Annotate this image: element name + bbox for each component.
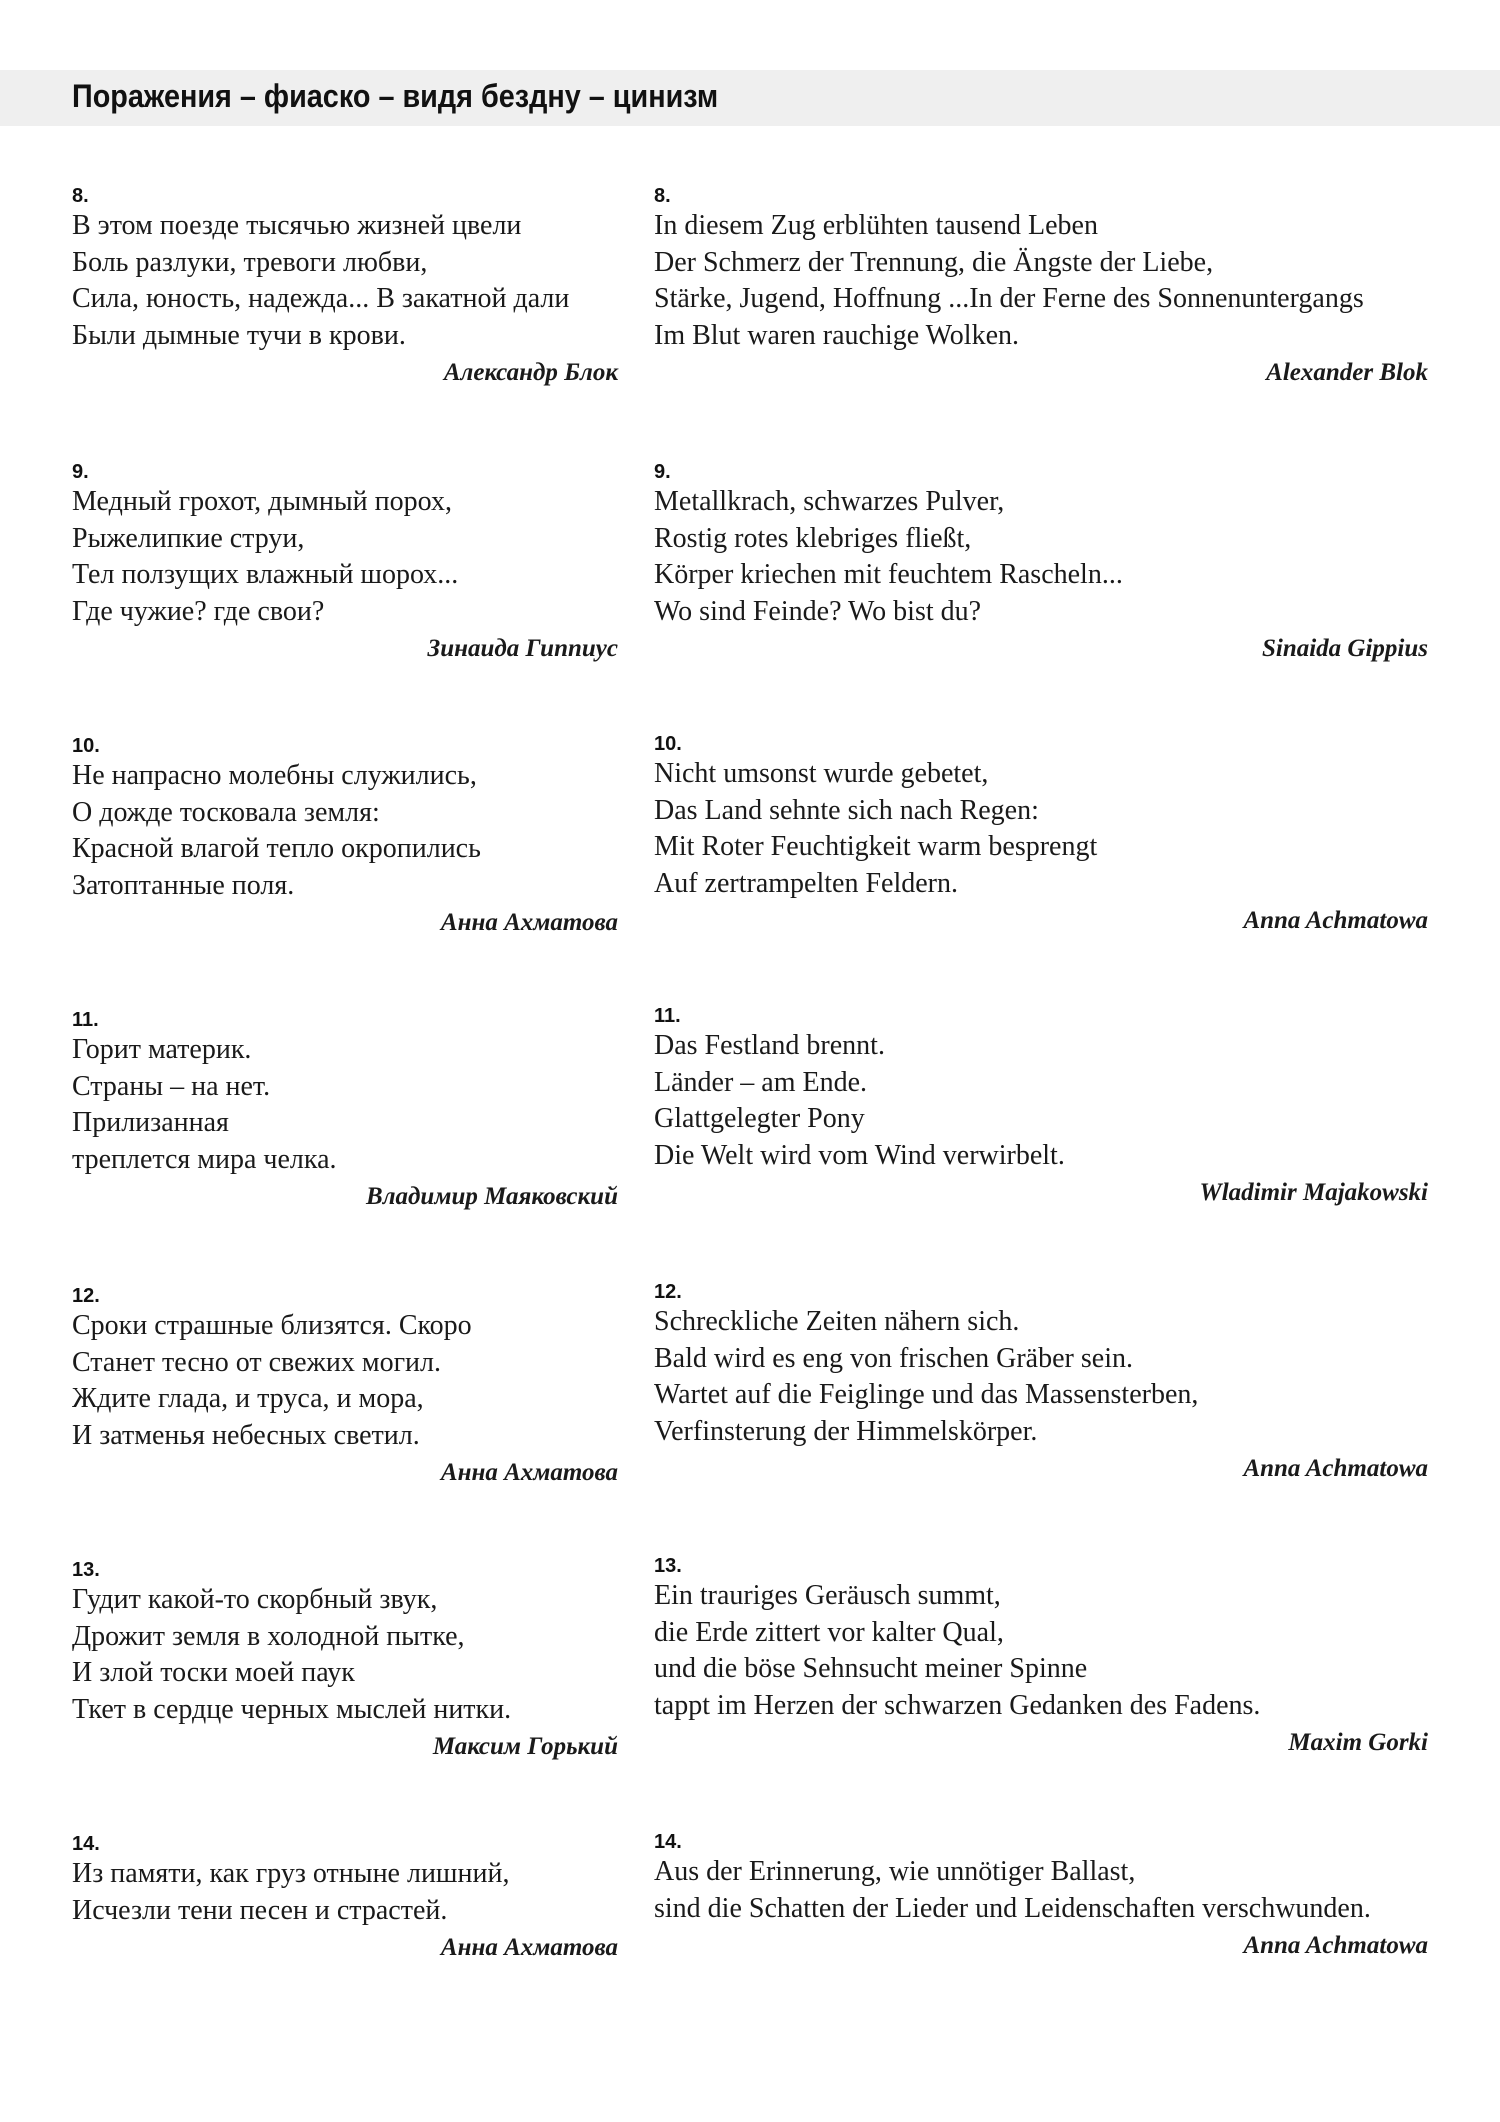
poem-line: tappt im Herzen der schwarzen Gedanken des Fadens. (654, 1689, 1261, 1721)
poem-line: Im Blut waren rauchige Wolken. (654, 319, 1020, 351)
poem-author: Анна Ахматова (440, 909, 618, 936)
poem-line: Сроки страшные близятся. Скоро (72, 1310, 472, 1341)
poem-author: Sinaida Gippius (1261, 635, 1428, 662)
poem-number: 9. (654, 461, 671, 483)
poem-line: Боль разлуки, тревоги любви, (72, 246, 428, 278)
poem-number: 12. (654, 1281, 682, 1303)
poem-author: Владимир Маяковский (366, 1183, 618, 1210)
poem-number: 10. (72, 735, 100, 757)
poem-line: И злой тоски моей паук (72, 1657, 355, 1688)
poem-number: 12. (72, 1285, 100, 1307)
poem-ru (72, 1284, 618, 1492)
poem-line: Были дымные тучи в крови. (72, 319, 406, 351)
poem-line: Медный грохот, дымный порох, (72, 486, 452, 517)
poem-line: Schreckliche Zeiten nähern sich. (654, 1306, 1020, 1337)
poem-line: В этом поезде тысячью жизней цвели (72, 210, 522, 241)
poem-ru (72, 184, 618, 392)
poem-line: Тел ползущих влажный шорох... (72, 559, 459, 590)
poem-author: Анна Ахматова (440, 1934, 618, 1961)
poem-author: Anna Achmatowa (1243, 1932, 1428, 1959)
poem-line: Wartet auf die Feiglinge und das Massensterben, (654, 1379, 1199, 1410)
poem-number: 13. (72, 1559, 100, 1581)
poem-line: Körper kriechen mit feuchtem Rascheln... (654, 559, 1123, 590)
poem-de (654, 1554, 1428, 1762)
poem-line: Länder – am Ende. (654, 1066, 868, 1098)
poem-author: Зинаида Гиппиус (427, 635, 618, 662)
poem-line: Исчезли тени песен и страстей. (72, 1894, 448, 1926)
poem-line: Рыжелипкие струи, (72, 522, 305, 554)
poem-number: 8. (654, 185, 671, 207)
poem-ru (72, 1008, 618, 1216)
poem-line: und die böse Sehnsucht meiner Spinne (654, 1653, 1088, 1684)
poem-number: 8. (72, 185, 89, 207)
poem-line: Дрожит земля в холодной пытке, (72, 1620, 465, 1652)
poem-number: 14. (654, 1831, 682, 1853)
poem-line: Wo sind Feinde? Wo bist du? (654, 595, 982, 627)
poem-author: Александр Блок (443, 359, 618, 386)
poem-line: Сила, юность, надежда... В закатной дали (72, 283, 570, 314)
poem-ru (72, 460, 618, 668)
poem-de (654, 184, 1428, 392)
poem-line: Metallkrach, schwarzes Pulver, (654, 486, 1005, 517)
poem-de (654, 460, 1428, 668)
poem-de (654, 732, 1428, 940)
poem-line: О дожде тосковала земля: (72, 796, 380, 828)
poem-line: Die Welt wird vom Wind verwirbelt. (654, 1139, 1065, 1171)
poem-author: Wladimir Majakowski (1199, 1179, 1428, 1206)
poem-author: Alexander Blok (1266, 359, 1428, 386)
poem-de (654, 1004, 1428, 1212)
poem-number: 11. (72, 1009, 99, 1031)
poem-line: Из памяти, как груз отныне лишний, (72, 1858, 510, 1889)
poem-number: 11. (654, 1005, 681, 1027)
poem-line: Das Land sehnte sich nach Regen: (654, 794, 1039, 826)
poem-ru (72, 734, 618, 942)
poem-line: треплется мира челка. (72, 1143, 337, 1175)
poem-number: 10. (654, 733, 682, 755)
poem-author: Анна Ахматова (440, 1459, 618, 1486)
poem-line: Где чужие? где свои? (72, 595, 325, 627)
poem-line: Der Schmerz der Trennung, die Ängste der Liebe, (654, 246, 1214, 278)
poem-line: Гудит какой-то скорбный звук, (72, 1584, 438, 1615)
poem-line: И затменья небесных светил. (72, 1419, 420, 1451)
poem-line: sind die Schatten der Lieder und Leidenschaften verschwunden. (654, 1892, 1371, 1924)
poem-line: Горит материк. (72, 1034, 252, 1065)
poem-line: Прилизанная (72, 1107, 229, 1138)
poem-ru (72, 1558, 618, 1766)
poem-line: Ein trauriges Geräusch summt, (654, 1580, 1001, 1611)
poem-line: Verfinsterung der Himmelskörper. (654, 1415, 1038, 1447)
poem-line: Mit Roter Feuchtigkeit warm besprengt (654, 831, 1098, 862)
poem-de (654, 1830, 1428, 1965)
poem-line: Ткет в сердце черных мыслей нитки. (72, 1693, 512, 1725)
poem-line: Stärke, Jugend, Hoffnung ...In der Ferne des Sonnenuntergangs (654, 283, 1364, 314)
poem-line: Не напрасно молебны служились, (72, 760, 477, 791)
poem-line: Страны – на нет. (72, 1070, 271, 1102)
poem-number: 9. (72, 461, 89, 483)
poem-author: Maxim Gorki (1288, 1729, 1428, 1756)
poem-ru (72, 1832, 618, 1967)
poem-line: Ждите глада, и труса, и мора, (72, 1383, 424, 1414)
poem-line: Auf zertrampelten Feldern. (654, 867, 958, 899)
poem-line: Bald wird es eng von frischen Gräber sein. (654, 1342, 1133, 1374)
poem-line: die Erde zittert vor kalter Qual, (654, 1616, 1004, 1648)
poem-line: Aus der Erinnerung, wie unnötiger Ballast, (654, 1856, 1136, 1887)
poem-line: Красной влагой тепло окропились (72, 833, 481, 864)
poem-de (654, 1280, 1428, 1488)
poem-number: 13. (654, 1555, 682, 1577)
page-title: Поражения – фиаско – видя бездну – цинизм (72, 78, 719, 114)
poem-line: Станет тесно от свежих могил. (72, 1346, 442, 1378)
poem-line: Затоптанные поля. (72, 869, 295, 901)
poem-line: Nicht umsonst wurde gebetet, (654, 758, 989, 789)
poem-line: In diesem Zug erblühten tausend Leben (654, 210, 1098, 241)
poem-number: 14. (72, 1833, 100, 1855)
poem-author: Anna Achmatowa (1243, 907, 1428, 934)
poem-author: Максим Горький (432, 1733, 618, 1760)
poem-line: Glattgelegter Pony (654, 1103, 865, 1134)
poem-line: Rostig rotes klebriges fließt, (654, 522, 972, 554)
poem-author: Anna Achmatowa (1243, 1455, 1428, 1482)
poem-line: Das Festland brennt. (654, 1030, 885, 1061)
